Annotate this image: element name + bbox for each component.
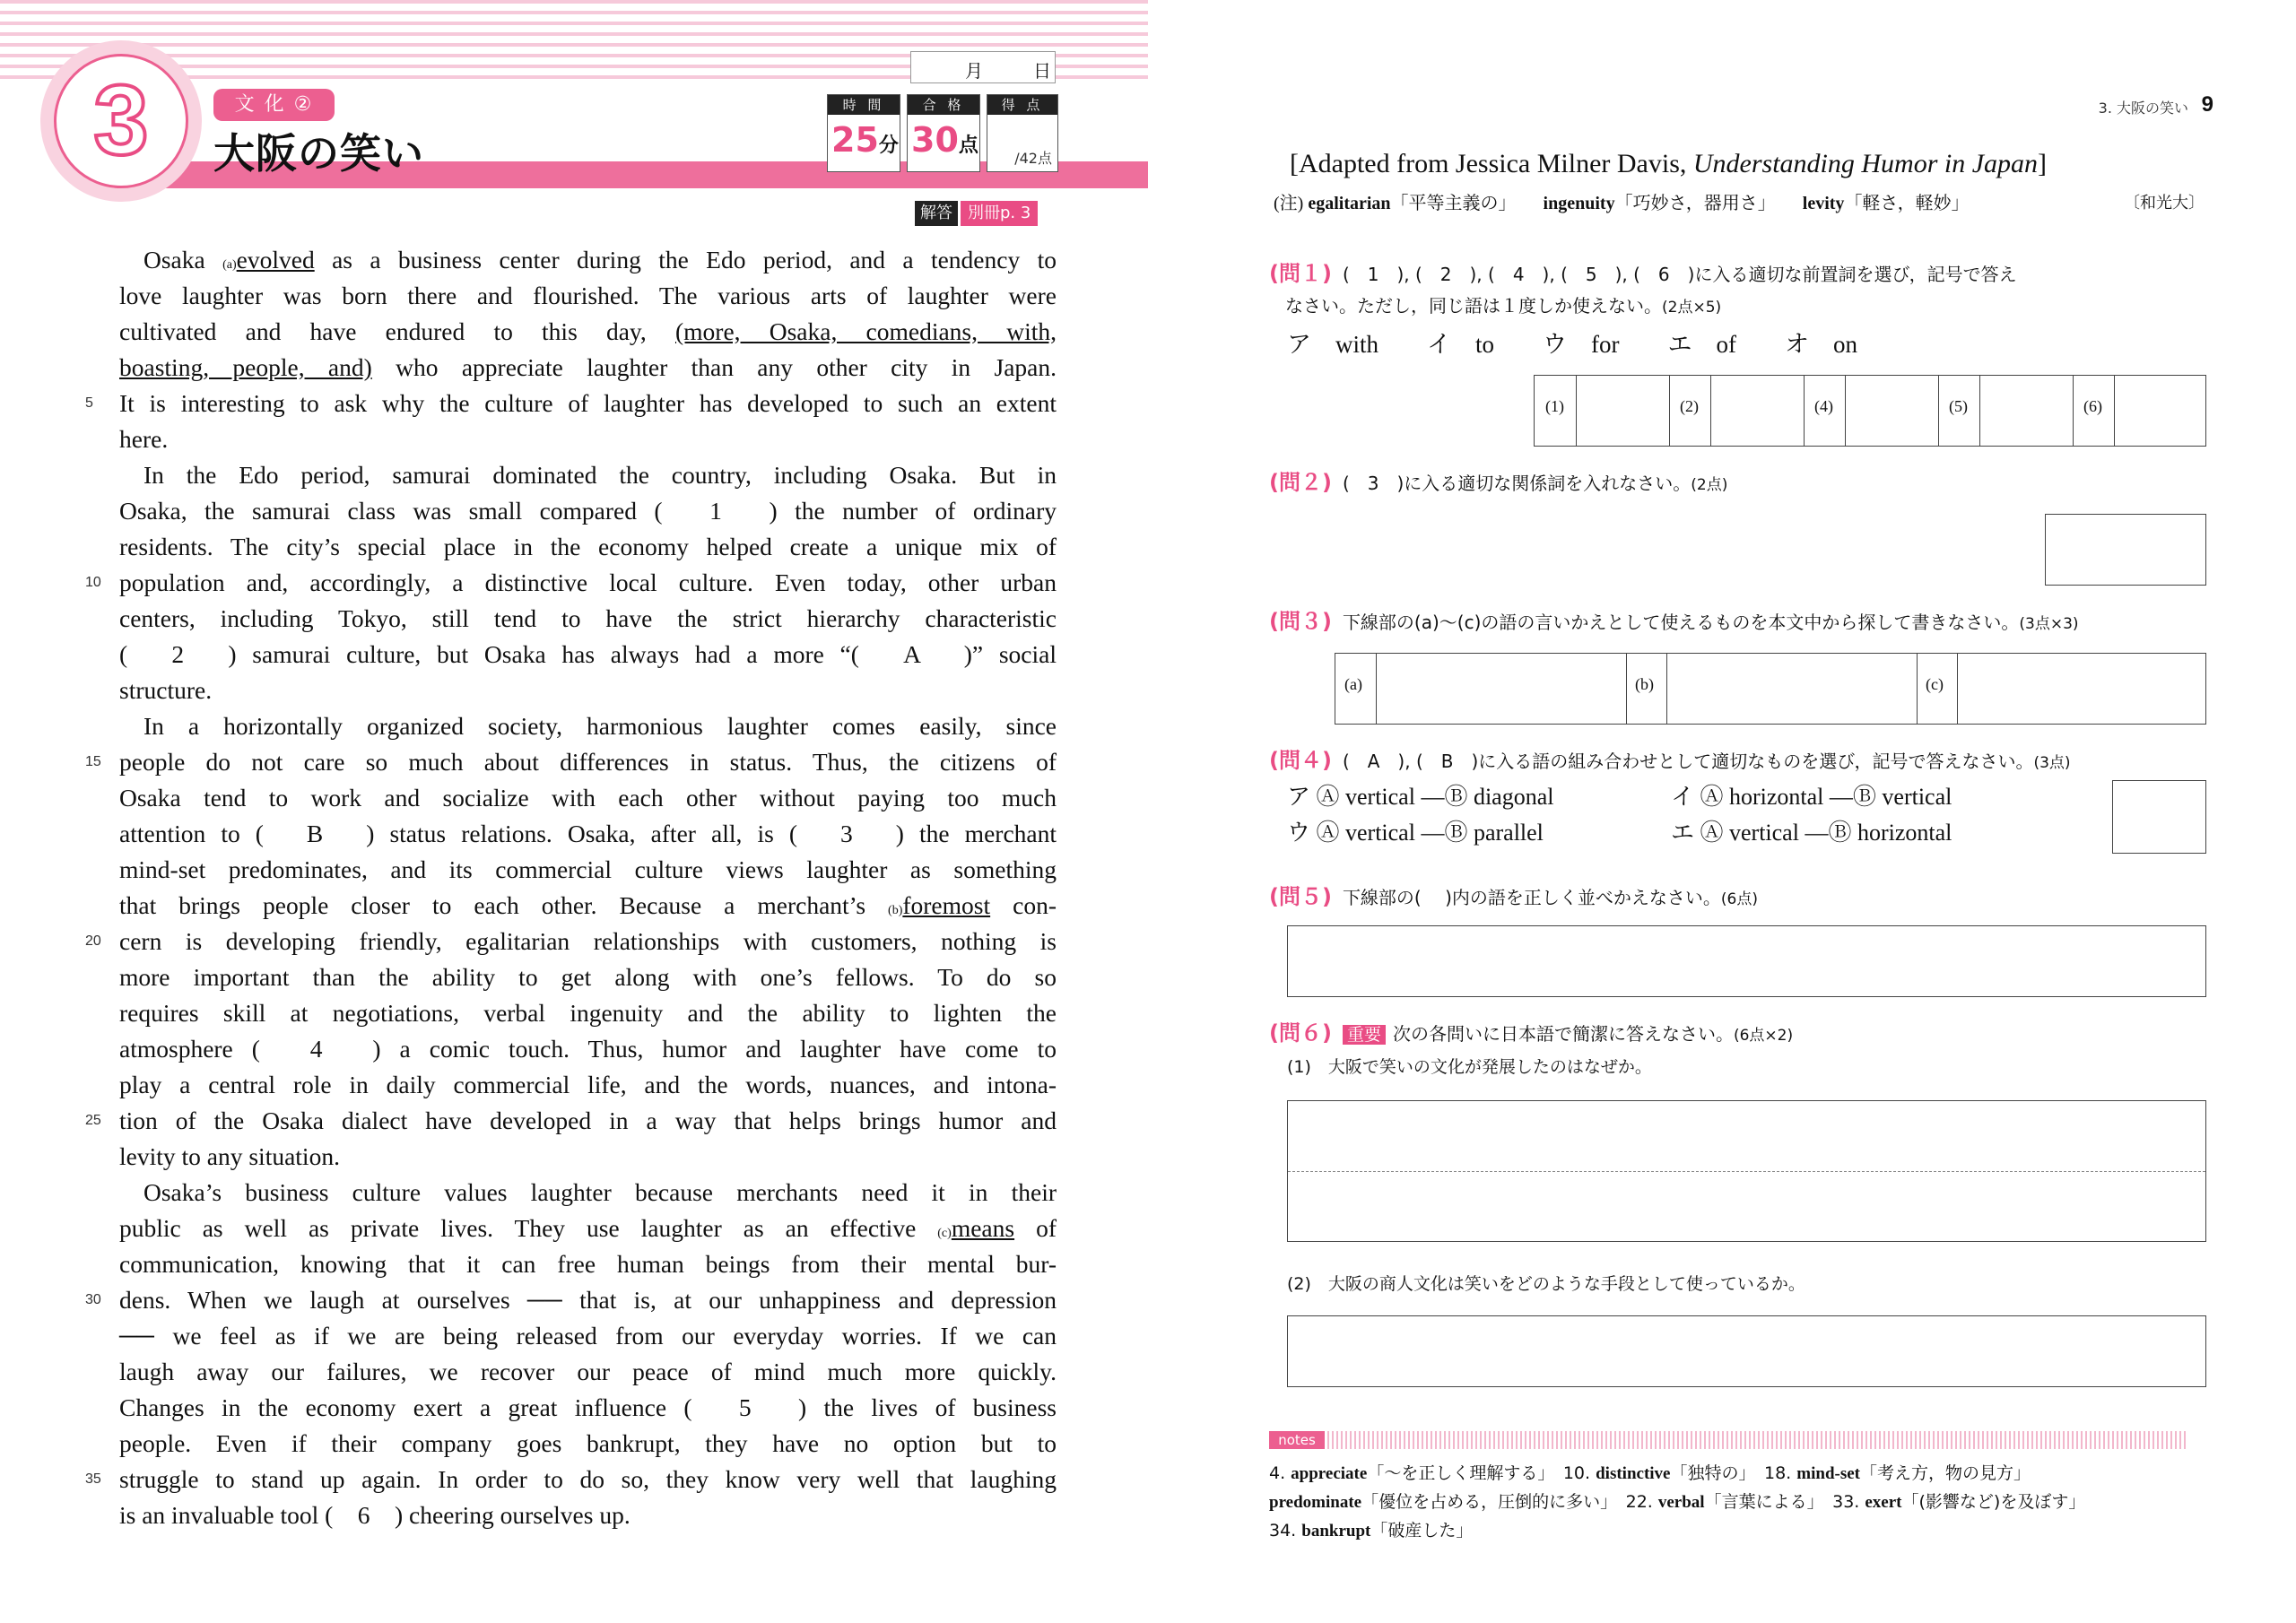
page-number: 9: [2201, 92, 2213, 117]
question-2: (問２) ( 3 )に入る適切な関係詞を入れなさい。(2点): [1269, 470, 1728, 495]
notes-line: predominate「優位を占める，圧倒的に多い」 22. verbal「言葉による」 33. exert「(影響など)を及ぼす」: [1269, 1492, 2086, 1512]
passage-line: public as well as private lives. They use laughter as an effective (c)means of: [119, 1214, 1057, 1242]
passage-line: 35 struggle to stand up again. In order to do so, they know very well that laughing: [119, 1462, 1057, 1497]
passage-line: 20 cern is developing friendly, egalitarian relationships with customers, nothing is: [119, 924, 1057, 959]
pass-box: [907, 94, 980, 172]
passage-line: atmosphere ( 4 ) a comic touch. Thus, humor and laughter have come to: [119, 1035, 1057, 1063]
page-title: 大阪の笑い: [213, 129, 424, 178]
passage-line: is an invaluable tool ( 6 ) cheering ourselves up.: [119, 1501, 631, 1529]
choice-e: エ Ⓐ vertical ―Ⓑ horizontal: [1671, 820, 1952, 846]
passage-line: In a horizontally organized society, harmonious laughter comes easily, since: [144, 712, 1057, 740]
passage-line: mind-set predominates, and its commercial culture views laughter as something: [119, 855, 1057, 883]
passage-line: ( 2 ) samurai culture, but Osaka has always had a more “( A )” social: [119, 640, 1057, 668]
passage-line: 25 tion of the Osaka dialect have developed in a way that helps brings humor and: [119, 1103, 1057, 1139]
question-6-1: (1) 大阪で笑いの文化が発展したのはなぜか。: [1287, 1057, 1652, 1077]
answer-label: 解答: [915, 201, 958, 226]
unit-number: 3: [93, 65, 149, 176]
choice-a: ア Ⓐ vertical ―Ⓑ diagonal: [1287, 784, 1554, 810]
passage-line: Changes in the economy exert a great influence ( 5 ) the lives of business: [119, 1393, 1057, 1421]
passage-line: residents. The city’s special place in the economy helped create a unique mix of: [119, 533, 1057, 560]
passage-line: Osaka, the samurai class was small compared ( 1 ) the number of ordinary: [119, 497, 1057, 525]
pass-unit: 点: [958, 135, 978, 157]
choice-i: イ Ⓐ horizontal ―Ⓑ vertical: [1671, 784, 1952, 810]
date-day: 日: [1033, 60, 1051, 82]
passage-line: Osaka (a)evolved as a business center during the Edo period, and a tendency to: [144, 246, 1057, 273]
cell-label: (c): [1926, 675, 1944, 693]
answer-ref: [915, 201, 1038, 226]
date-month: 月: [965, 60, 983, 82]
score-label: 得 点: [987, 95, 1057, 115]
cell-label: (1): [1545, 397, 1564, 415]
question-4: (問４) ( A ), ( B )に入る語の組み合わせとして適切なものを選び，記号で答えなさい。(3点): [1269, 748, 2071, 773]
answer-box-5[interactable]: [1287, 925, 2206, 997]
notes-line: 4. appreciate「～を正しく理解する」 10. distinctive「独特の」 18. mind-set「考え方，物の見方」: [1269, 1463, 2031, 1483]
passage-line: structure.: [119, 676, 213, 704]
passage-line: Osaka’s business culture values laughter because merchants need it in their: [144, 1178, 1057, 1206]
cell-label: (a): [1344, 675, 1362, 693]
passage-line: ── we feel as if we are being released from our everyday worries. If we can: [119, 1322, 1057, 1350]
answer-box-6-1[interactable]: [1287, 1100, 2206, 1242]
category-badge: 文 化 ②: [213, 89, 335, 121]
university-name: 〔和光大〕: [2124, 194, 2205, 213]
score-total: /42点: [1014, 150, 1052, 167]
answer-box-1[interactable]: [1534, 375, 2206, 447]
answer-page: 別冊p. 3: [961, 201, 1038, 226]
cell-label: (6): [2083, 397, 2102, 415]
time-unit: 分: [878, 135, 899, 157]
question-6: (問６) 重要 次の各問いに日本語で簡潔に答えなさい。(6点×2): [1269, 1020, 1794, 1046]
time-value: 25: [831, 120, 879, 160]
line-number: 30: [85, 1292, 101, 1307]
question-6-2: (2) 大阪の商人文化は笑いをどのような手段として使っているか。: [1287, 1274, 1805, 1294]
line-number: 20: [85, 933, 101, 949]
passage-line: that brings people closer to each other. Because a merchant’s (b)foremost con-: [119, 891, 1057, 919]
passage-line: love laughter was born there and flourished. The various arts of laughter were: [119, 282, 1057, 309]
pass-value: 30: [911, 120, 959, 160]
notes-divider: [1269, 1431, 2188, 1449]
pass-label: 合 格: [908, 95, 979, 115]
question-3: (問３) 下線部の(a)～(c)の語の言いかえとして使えるものを本文中から探して書きなさい。(3点×3): [1269, 609, 2079, 634]
time-box: [827, 94, 900, 172]
cell-label: (2): [1680, 397, 1699, 415]
question-1-line2: なさい。ただし，同じ語は１度しか使えない。(2点×5): [1285, 295, 1722, 317]
passage-line: people. Even if their company goes bankrupt, they have no option but to: [119, 1429, 1057, 1457]
cell-label: (4): [1814, 397, 1833, 415]
line-number: 10: [85, 575, 101, 590]
cell-label: (5): [1949, 397, 1968, 415]
line-number: 15: [85, 754, 101, 769]
right-page: [1148, 0, 2296, 1623]
passage-line: In the Edo period, samurai dominated the country, including Osaka. But in: [144, 461, 1057, 489]
cell-label: (b): [1635, 675, 1654, 693]
passage-line: levity to any situation.: [119, 1142, 340, 1170]
passage-line: more important than the ability to get along with one’s fellows. To do so: [119, 963, 1057, 991]
line-number: 35: [85, 1471, 101, 1487]
answer-box-4[interactable]: [2112, 780, 2206, 854]
passage-line: cultivated and have endured to this day, (more, Osaka, comedians, with,: [119, 317, 1057, 345]
passage-line: Osaka tend to work and socialize with each other without paying too much: [119, 784, 1057, 812]
passage-line: 15 people do not care so much about differences in status. Thus, the citizens of: [119, 744, 1057, 780]
score-box: [987, 94, 1058, 172]
question-5: (問５) 下線部の( )内の語を正しく並べかえなさい。(6点): [1269, 884, 1758, 909]
answer-box-3[interactable]: [1335, 653, 2206, 725]
choice-u: ウ Ⓐ vertical ―Ⓑ parallel: [1287, 820, 1544, 846]
passage-line: communication, knowing that it can free human beings from their mental bur-: [119, 1250, 1057, 1278]
date-box: [910, 51, 1056, 83]
passage-line: here.: [119, 425, 169, 453]
reading-passage: [85, 242, 1057, 1533]
time-label: 時 間: [828, 95, 900, 115]
line-number: 25: [85, 1113, 101, 1128]
answer-box-2[interactable]: [2045, 514, 2206, 586]
passage-line: 30 dens. When we laugh at ourselves ── that is, at our unhappiness and depression: [119, 1282, 1057, 1318]
source-citation: [Adapted from Jessica Milner Davis, Understanding Humor in Japan]: [1290, 149, 2048, 178]
notes-label: notes: [1269, 1431, 1325, 1449]
running-head: 3. 大阪の笑い: [2098, 100, 2188, 117]
passage-line: play a central role in daily commercial life, and the words, nuances, and intona-: [119, 1071, 1057, 1098]
answer-box-6-2[interactable]: [1287, 1315, 2206, 1387]
passage-line: boasting, people, and) who appreciate laughter than any other city in Japan.: [119, 353, 1057, 381]
gloss-row: (注) egalitarian「平等主義の」 ingenuity「巧妙さ，器用さ」 levity「軽さ，軽妙」: [1274, 194, 1970, 213]
passage-line: requires skill at negotiations, verbal ingenuity and the ability to lighten the: [119, 999, 1057, 1027]
question-1-choices: ア with イ to ウ for エ of オ on: [1287, 331, 1857, 358]
passage-line: 10 population and, accordingly, a distinctive local culture. Even today, other urban: [119, 565, 1057, 601]
line-number: 5: [85, 395, 93, 411]
question-1: (問１) ( 1 ), ( 2 ), ( 4 ), ( 5 ), ( 6 )に入る適切な前置詞を選び，記号で答え: [1269, 261, 2017, 286]
notes-line: 34. bankrupt「破産した」: [1269, 1521, 1474, 1541]
important-tag: 重要: [1343, 1025, 1386, 1045]
passage-line: centers, including Tokyo, still tend to have the strict hierarchy characteristic: [119, 604, 1057, 632]
passage-line: laugh away our failures, we recover our peace of mind much more quickly.: [119, 1358, 1057, 1385]
passage-line: attention to ( B ) status relations. Osaka, after all, is ( 3 ) the merchant: [119, 820, 1057, 847]
passage-line: 5 It is interesting to ask why the culture of laughter has developed to such an extent: [119, 386, 1057, 421]
